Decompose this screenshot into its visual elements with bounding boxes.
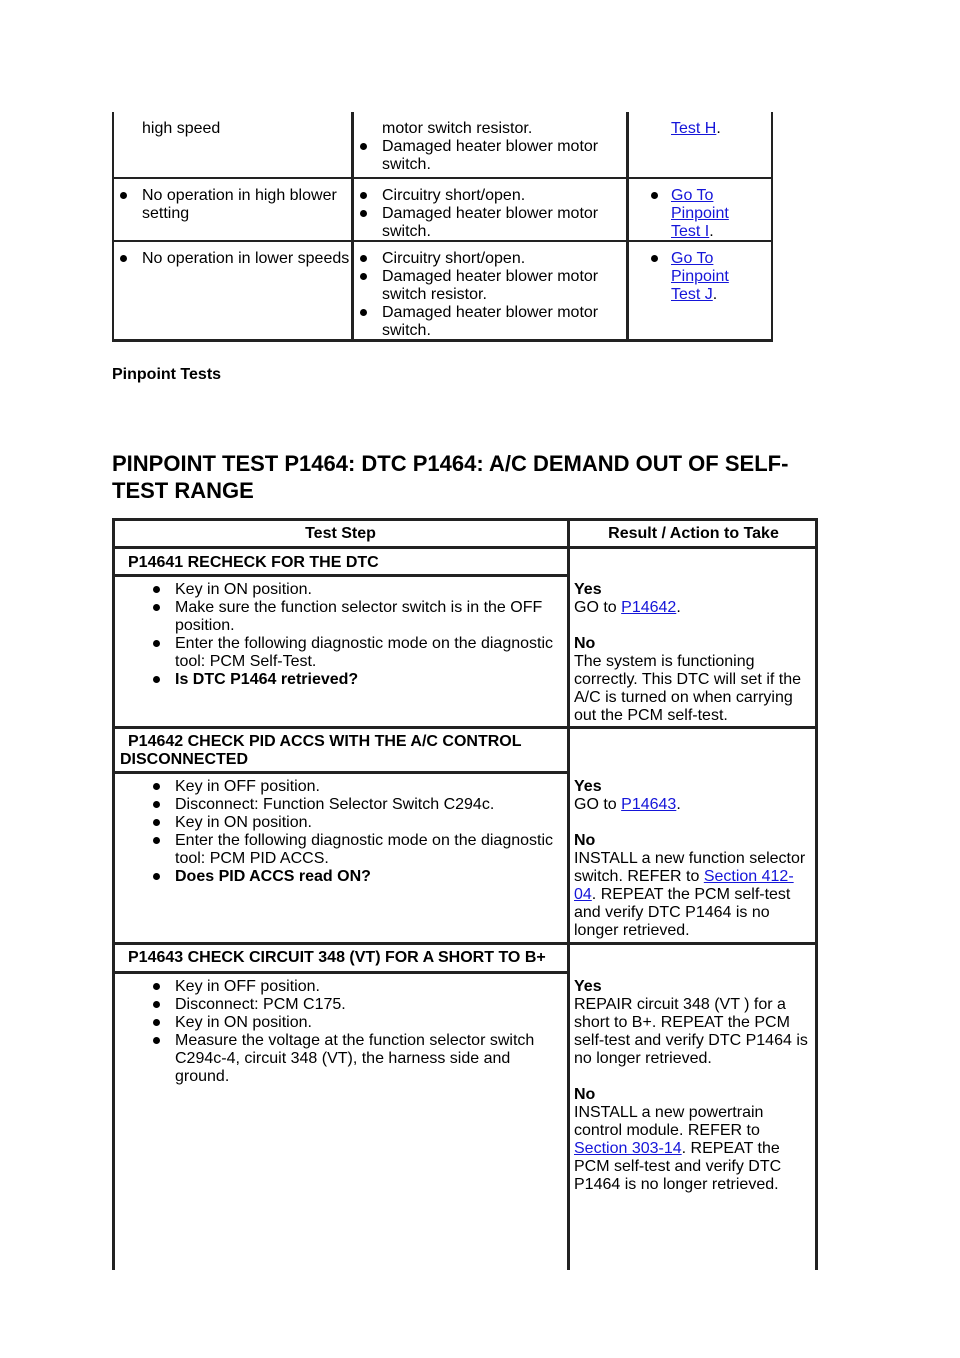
step-name: P14641 RECHECK FOR THE DTC bbox=[128, 554, 379, 571]
yes-action: REPAIR circuit 348 (VT ) for a short to B+. REPEAT the PCM self-test and verify DTC P1464 is no longer retrieved. bbox=[574, 996, 808, 1067]
cause-item: Circuitry short/open. bbox=[357, 250, 626, 268]
step-item: Key in ON position. bbox=[150, 814, 567, 832]
step-body bbox=[120, 581, 567, 689]
action-cell bbox=[629, 112, 771, 177]
no-label: No bbox=[574, 1086, 596, 1103]
table-rule bbox=[112, 971, 569, 974]
no-label: No bbox=[574, 635, 596, 652]
test-h-link[interactable]: Test H bbox=[671, 120, 717, 137]
header-test-step: Test Step bbox=[305, 525, 376, 542]
table-rule bbox=[112, 546, 818, 549]
table-rule bbox=[112, 942, 818, 945]
table-border-left bbox=[112, 518, 115, 1270]
yes-text: GO to bbox=[574, 599, 617, 616]
pinpoint-test-j-link[interactable]: Go To Pinpoint Test J bbox=[671, 250, 729, 303]
table-rule bbox=[112, 574, 569, 577]
no-text: . REPEAT the PCM self-test and verify DTC P1464 is no longer retrieved. bbox=[574, 886, 791, 939]
step-name bbox=[120, 733, 560, 769]
step-item: Enter the following diagnostic mode on the diagnostic tool: PCM PID ACCS. bbox=[150, 832, 567, 868]
yes-action bbox=[574, 599, 814, 617]
table-rule bbox=[112, 771, 569, 774]
symptom-row bbox=[114, 179, 771, 242]
step-question: Does PID ACCS read ON? bbox=[150, 868, 567, 886]
step-item: Enter the following diagnostic mode on the diagnostic tool: PCM Self-Test. bbox=[150, 635, 567, 671]
symptom-row bbox=[114, 242, 771, 339]
action-item bbox=[629, 187, 737, 241]
yes-suffix: . bbox=[676, 599, 681, 616]
step-item: Disconnect: PCM C175. bbox=[150, 996, 567, 1014]
no-action: The system is functioning correctly. This DTC will set if the A/C is turned on when carrying out the PCM self-test. bbox=[574, 653, 802, 724]
cause-item: Damaged heater blower motor switch resistor. bbox=[357, 268, 626, 304]
no-action bbox=[574, 850, 814, 940]
cause-cell bbox=[354, 112, 629, 177]
no-text: INSTALL a new function selector switch. REFER to bbox=[574, 850, 806, 885]
cause-text: motor switch resistor. bbox=[382, 120, 533, 137]
symptom-cell bbox=[114, 112, 354, 177]
no-text: . REPEAT the PCM self-test and verify DTC P1464 is no longer retrieved. bbox=[574, 1140, 782, 1193]
step-item: Disconnect: Function Selector Switch C294c. bbox=[150, 796, 567, 814]
step-question: Is DTC P1464 retrieved? bbox=[150, 671, 567, 689]
action-item bbox=[629, 250, 737, 304]
action-suffix: . bbox=[709, 223, 714, 240]
yes-suffix: . bbox=[676, 796, 681, 813]
symptom-cell bbox=[114, 179, 354, 240]
result-cell bbox=[574, 778, 814, 940]
section-label: Pinpoint Tests bbox=[112, 366, 222, 383]
table-rule bbox=[112, 726, 818, 729]
yes-text: GO to bbox=[574, 796, 617, 813]
step-item: Key in OFF position. bbox=[150, 778, 567, 796]
p14643-link[interactable]: P14643 bbox=[621, 796, 677, 813]
cause-item: Damaged heater blower motor switch. bbox=[357, 205, 626, 241]
pinpoint-test-table bbox=[112, 518, 818, 1270]
yes-label: Yes bbox=[574, 778, 602, 795]
step-name-text: P14642 CHECK PID ACCS WITH THE A/C CONTROL DISCONNECTED bbox=[120, 733, 522, 768]
table-rule bbox=[112, 518, 818, 521]
step-item: Make sure the function selector switch is in the OFF position. bbox=[150, 599, 567, 635]
p14642-link[interactable]: P14642 bbox=[621, 599, 677, 616]
step-body bbox=[120, 778, 567, 886]
cause-cell bbox=[354, 242, 629, 339]
cause-item: Circuitry short/open. bbox=[357, 187, 626, 205]
cause-cell bbox=[354, 179, 629, 240]
result-cell bbox=[574, 581, 814, 725]
section-303-14-link[interactable]: Section 303-14 bbox=[574, 1140, 682, 1157]
step-body bbox=[120, 978, 567, 1086]
pinpoint-test-title: PINPOINT TEST P1464: DTC P1464: A/C DEMAND OUT OF SELF-TEST RANGE bbox=[112, 451, 789, 503]
header-result-action: Result / Action to Take bbox=[608, 525, 779, 542]
table-column-divider bbox=[567, 518, 570, 1270]
step-item: Key in ON position. bbox=[150, 1014, 567, 1032]
symptom-chart-table bbox=[112, 112, 773, 342]
result-cell bbox=[574, 978, 814, 1194]
step-item: Key in OFF position. bbox=[150, 978, 567, 996]
action-suffix: . bbox=[712, 286, 718, 303]
action-suffix: . bbox=[716, 120, 721, 137]
step-name: P14643 CHECK CIRCUIT 348 (VT) FOR A SHORT TO B+ bbox=[128, 949, 546, 966]
yes-action bbox=[574, 796, 814, 814]
symptom-item: No operation in lower speeds bbox=[117, 250, 351, 268]
cause-item: Damaged heater blower motor switch. bbox=[357, 304, 626, 340]
pinpoint-test-i-link[interactable]: Go To Pinpoint Test I bbox=[671, 187, 729, 240]
table-border-right bbox=[815, 518, 818, 1270]
no-label: No bbox=[574, 832, 596, 849]
yes-label: Yes bbox=[574, 978, 602, 995]
symptom-text: high speed bbox=[142, 120, 221, 137]
action-cell bbox=[629, 242, 771, 339]
symptom-item: No operation in high blower setting bbox=[117, 187, 351, 223]
action-cell bbox=[629, 179, 771, 240]
yes-label: Yes bbox=[574, 581, 602, 598]
no-action bbox=[574, 1104, 814, 1194]
step-item: Measure the voltage at the function selector switch C294c-4, circuit 348 (VT), the harness side and ground. bbox=[150, 1032, 567, 1086]
symptom-row bbox=[114, 112, 771, 179]
section-412-04-link[interactable]: Section 412-04 bbox=[574, 868, 794, 903]
symptom-cell bbox=[114, 242, 354, 339]
cause-item: Damaged heater blower motor switch. bbox=[357, 138, 626, 174]
no-text: INSTALL a new powertrain control module. REFER to bbox=[574, 1104, 764, 1139]
step-item: Key in ON position. bbox=[150, 581, 567, 599]
